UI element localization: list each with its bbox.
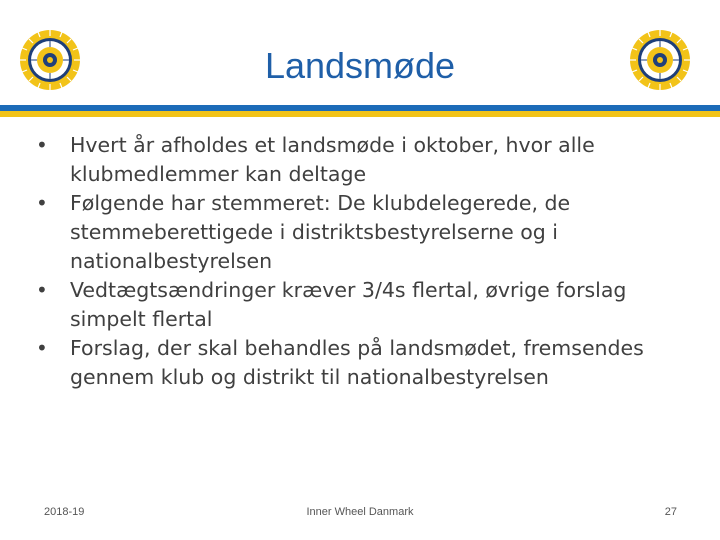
footer-organization: Inner Wheel Danmark [306, 506, 414, 518]
bullet-item [36, 189, 696, 276]
title-divider-gold [0, 111, 720, 117]
footer-date: 2018-19 [44, 506, 85, 518]
bullet-dot: • [36, 336, 48, 360]
bullet-text: Vedtægtsændringer kræver 3/4s flertal, øvrige forslag simpelt flertal [70, 278, 627, 331]
slide-title: Landsmøde [264, 45, 456, 86]
bullet-dot: • [36, 133, 48, 157]
bullet-text: Hvert år afholdes et landsmøde i oktober, hvor alle klubmedlemmer kan deltage [70, 133, 595, 186]
bullet-item [36, 334, 696, 392]
bullet-dot: • [36, 191, 48, 215]
bullet-text: Forslag, der skal behandles på landsmødet, fremsendes gennem klub og distrikt til nationalbestyrelsen [70, 336, 644, 389]
bullet-list [36, 131, 696, 392]
footer-page-number: 27 [664, 506, 677, 518]
bullet-item [36, 131, 696, 189]
bullet-text: Følgende har stemmeret: De klubdelegerede, de stemmeberettigede i distriktsbestyrelserne og i nationalbestyrelsen [70, 191, 571, 273]
bullet-dot: • [36, 278, 48, 302]
bullet-item [36, 276, 696, 334]
